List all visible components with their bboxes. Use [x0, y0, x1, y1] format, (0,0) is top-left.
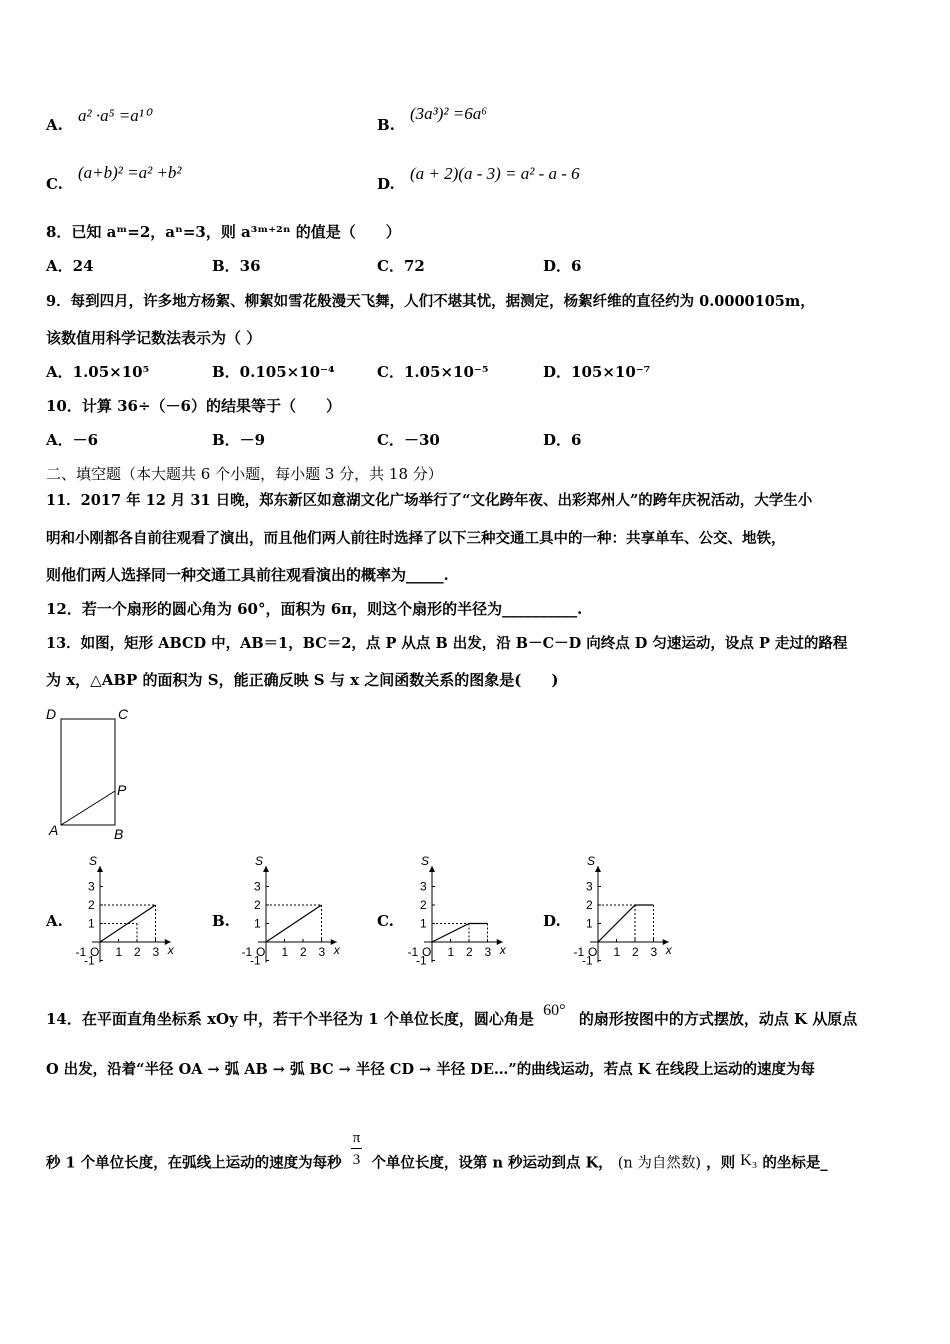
graph-option-b	[236, 852, 351, 974]
q9-line-1: 9．每到四月，许多地方杨絮、柳絮如雪花般漫天飞舞，人们不堪其忧，据测定，杨絮纤维的直径约为 0.0000105m，	[46, 293, 815, 310]
graph-option-c	[402, 852, 517, 974]
y-axis-title: S	[255, 854, 264, 868]
y-tick-label: 2	[88, 898, 95, 912]
origin-label: O	[90, 945, 100, 959]
x-tick-label: 1	[613, 945, 621, 959]
fig-label-p: P	[117, 782, 127, 798]
x-tick-label: -1	[573, 945, 585, 959]
section-2-title: 二、填空题（本大题共 6 个小题，每小题 3 分，共 18 分）	[46, 465, 443, 483]
q10-stem: 10．计算 36÷（－6）的结果等于（ ）	[46, 397, 341, 415]
q10-option-c: C．－30	[377, 431, 440, 449]
y-axis-arrow	[429, 866, 435, 872]
y-tick-label: -1	[84, 953, 95, 968]
series-line	[432, 924, 488, 943]
x-tick-label: 2	[134, 945, 141, 959]
x-tick-label: -1	[75, 945, 87, 959]
x-tick-label: 3	[484, 945, 492, 959]
q13-graph-d-label: D.	[543, 912, 561, 930]
y-tick-label: 1	[254, 916, 261, 931]
q9-option-d: D．105×10⁻⁷	[543, 363, 651, 381]
q7-option-a-label: A.	[46, 116, 63, 134]
q9-option-c: C．1.05×10⁻⁵	[377, 363, 489, 381]
q14-frac-den: 3	[352, 1152, 361, 1168]
q14-line-3a: 秒 1 个单位长度，在弧线上运动的速度为每秒	[46, 1154, 342, 1172]
y-tick-label: -1	[416, 953, 427, 968]
x-axis-title: x	[333, 943, 340, 957]
y-axis-title: S	[421, 854, 430, 868]
y-axis-arrow	[595, 866, 601, 872]
y-axis-title: S	[89, 854, 98, 868]
x-axis-title: x	[665, 943, 672, 957]
x-tick-label: -1	[241, 945, 253, 959]
y-tick-label: 1	[88, 916, 95, 931]
q13-line-1: 13．如图，矩形 ABCD 中，AB＝1，BC＝2，点 P 从点 B 出发，沿 B－C－D 向终点 D 匀速运动，设点 P 走过的路程	[46, 635, 848, 652]
y-axis-arrow	[97, 866, 103, 872]
q7-option-d-expr: (a + 2)(a - 3) = a² - a - 6	[410, 164, 580, 183]
q12-stem: 12．若一个扇形的圆心角为 60°，面积为 6π，则这个扇形的半径为__________.	[46, 600, 583, 618]
y-tick-label: -1	[582, 953, 593, 968]
x-axis-title: x	[499, 943, 506, 957]
y-tick-label: 3	[254, 879, 261, 894]
y-tick-label: 1	[586, 916, 593, 931]
q8-stem: 8．已知 aᵐ=2，aⁿ=3，则 a³ᵐ⁺²ⁿ 的值是（ ）	[46, 223, 401, 241]
x-tick-label: 3	[152, 945, 160, 959]
q14-k3: K₃	[740, 1151, 758, 1169]
fig-label-a: A	[49, 822, 59, 838]
q14-fraction	[351, 1131, 363, 1168]
q14-line-2: O 出发，沿着“半径 OA → 弧 AB → 弧 BC → 半径 CD → 半径 DE…”的曲线运动，若点 K 在线段上运动的速度为每	[46, 1061, 815, 1078]
q11-line-3: 则他们两人选择同一种交通工具前往观看演出的概率为_____.	[46, 566, 449, 584]
x-tick-label: 2	[300, 945, 307, 959]
fig-label-b: B	[114, 826, 124, 842]
q8-option-c: C．72	[377, 257, 425, 275]
origin-label: O	[256, 945, 266, 959]
graph-option-a	[70, 852, 185, 974]
y-tick-label: 1	[420, 916, 427, 931]
q8-option-b: B．36	[212, 257, 261, 275]
q14-line-1b: 的扇形按图中的方式摆放，动点 K 从原点	[578, 1010, 858, 1028]
q14-line-3	[46, 1130, 828, 1182]
q7-option-d-label: D.	[377, 175, 395, 193]
q11-line-1: 11．2017 年 12 月 31 日晚，郑东新区如意湖文化广场举行了“文化跨年夜、出彩郑州人”的跨年庆祝活动，大学生小	[46, 492, 813, 509]
q14-line-1a: 14．在平面直角坐标系 xOy 中，若干个半径为 1 个单位长度，圆心角是	[46, 1010, 534, 1028]
q7-option-a-expr: a² ·a⁵ =a¹⁰	[78, 106, 151, 125]
q10-option-a: A．－6	[46, 431, 99, 449]
y-tick-label: 2	[586, 898, 593, 912]
q9-line-2: 该数值用科学记数法表示为（ ）	[46, 329, 262, 347]
y-tick-label: 2	[420, 898, 427, 912]
y-tick-label: 3	[586, 879, 593, 894]
q13-graph-c-label: C.	[377, 912, 394, 930]
rectangle-abcd-figure	[40, 703, 140, 843]
x-tick-label: 2	[632, 945, 639, 959]
q8-option-a: A．24	[46, 257, 94, 275]
x-tick-label: 1	[447, 945, 455, 959]
y-axis-arrow	[263, 866, 269, 872]
q7-option-c-expr: (a+b)² =a² +b²	[78, 163, 182, 182]
q14-frac-num: π	[351, 1131, 363, 1149]
q7-option-b-expr: (3a³)² =6a⁶	[410, 104, 488, 123]
q10-option-b: B．－9	[212, 431, 266, 449]
origin-label: O	[588, 945, 598, 959]
q14-paren: (n 为自然数)	[617, 1155, 702, 1172]
q13-line-2: 为 x，△ABP 的面积为 S，能正确反映 S 与 x 之间函数关系的图象是( )	[46, 671, 559, 689]
q10-option-d: D．6	[543, 431, 582, 449]
x-tick-label: 2	[466, 945, 473, 959]
x-tick-label: 1	[115, 945, 123, 959]
q9-option-a: A．1.05×10⁵	[46, 363, 150, 381]
fig-label-c: C	[118, 706, 129, 722]
y-tick-label: 2	[254, 898, 261, 912]
q14-line-3d: 的坐标是_	[762, 1154, 828, 1172]
q14-line-1	[46, 1002, 858, 1029]
x-tick-label: 1	[281, 945, 289, 959]
q13-graph-a-label: A.	[46, 912, 63, 930]
q7-option-b-label: B.	[377, 116, 395, 134]
y-tick-label: -1	[250, 953, 261, 968]
q8-option-d: D．6	[543, 257, 582, 275]
y-tick-label: 3	[420, 879, 427, 894]
x-axis-title: x	[167, 943, 174, 957]
graph-option-d	[568, 852, 683, 974]
origin-label: O	[422, 945, 432, 959]
q14-degree: 60°	[543, 1002, 566, 1019]
x-tick-label: 3	[318, 945, 326, 959]
fig-label-d: D	[46, 706, 57, 722]
q11-line-2: 明和小刚都各自前往观看了演出，而且他们两人前往时选择了以下三种交通工具中的一种：共享单车、公交、地铁，	[46, 530, 786, 547]
series-line	[598, 905, 654, 942]
x-tick-label: 3	[650, 945, 658, 959]
series-line	[266, 905, 322, 942]
x-tick-label: -1	[407, 945, 419, 959]
y-axis-title: S	[587, 854, 596, 868]
q14-line-3b: 个单位长度，设第 n 秒运动到点 K，	[371, 1154, 613, 1172]
q9-option-b: B．0.105×10⁻⁴	[212, 363, 335, 381]
y-tick-label: 3	[88, 879, 95, 894]
q14-line-3c: ，则	[706, 1154, 736, 1172]
q13-graph-b-label: B.	[212, 912, 230, 930]
q7-option-c-label: C.	[46, 175, 63, 193]
